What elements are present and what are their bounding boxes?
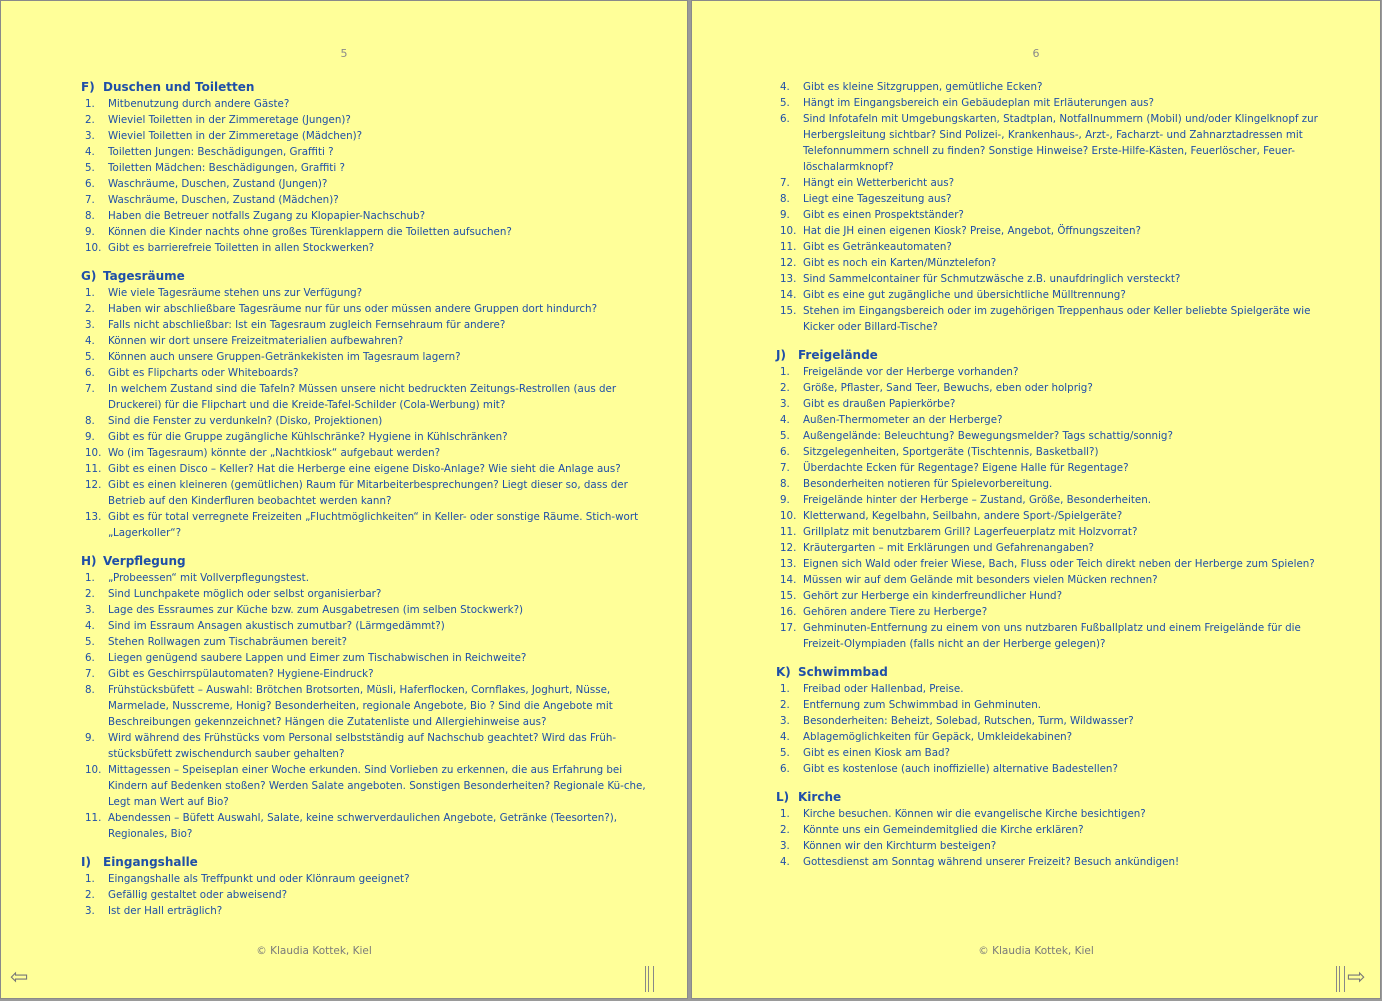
item-text: Gibt es einen Prospektständer? xyxy=(803,209,964,221)
item-text: Außengelände: Beleuchtung? Bewegungsmelder? Tags schattig/sonnig? xyxy=(803,430,1173,442)
item-text: Wieviel Toiletten in der Zimmeretage (Jungen)? xyxy=(108,114,351,126)
page-left xyxy=(0,0,688,999)
item-number: 11. xyxy=(85,812,102,824)
list-item xyxy=(81,285,651,301)
item-text: Kräutergarten – mit Erklärungen und Gefahrenangaben? xyxy=(803,542,1094,554)
item-text: Hängt ein Wetterbericht aus? xyxy=(803,177,955,189)
section xyxy=(776,664,1341,777)
list-item xyxy=(81,762,651,810)
section-title xyxy=(776,664,1341,680)
item-text: Gibt es barrierefreie Toiletten in allen Stockwerken? xyxy=(108,242,375,254)
page-content xyxy=(776,79,1341,882)
page-footer: © Klaudia Kottek, Kiel xyxy=(256,945,372,957)
item-number: 1. xyxy=(85,572,95,584)
item-text: Ablagemöglichkeiten für Gepäck, Umkleidekabinen? xyxy=(803,731,1073,743)
item-text: Gibt es Flipcharts oder Whiteboards? xyxy=(108,367,299,379)
list-item xyxy=(81,301,651,317)
list-item xyxy=(81,208,651,224)
list-item xyxy=(81,903,651,919)
list-item xyxy=(81,349,651,365)
page-footer: © Klaudia Kottek, Kiel xyxy=(978,945,1094,957)
item-number: 10. xyxy=(780,510,797,522)
list-item xyxy=(776,79,1341,95)
item-number: 6. xyxy=(85,178,95,190)
item-number: 4. xyxy=(85,620,95,632)
item-number: 9. xyxy=(780,494,790,506)
list-item xyxy=(776,745,1341,761)
item-number: 11. xyxy=(85,463,102,475)
item-number: 2. xyxy=(85,889,95,901)
item-text: Liegt eine Tageszeitung aus? xyxy=(803,193,952,205)
item-text: Eignen sich Wald oder freier Wiese, Bach, Fluss oder Teich direkt neben der Herberge zum Spielen? xyxy=(803,558,1315,570)
previous-page-icon[interactable]: ⇦ xyxy=(10,965,29,990)
section-title xyxy=(81,553,651,569)
item-number: 7. xyxy=(85,383,95,395)
item-text: Toiletten Mädchen: Beschädigungen, Graffiti ? xyxy=(108,162,345,174)
question-list xyxy=(776,806,1341,870)
item-number: 5. xyxy=(85,636,95,648)
item-text: Falls nicht abschließbar: Ist ein Tagesraum zugleich Fernsehraum für andere? xyxy=(108,319,506,331)
item-text: Gibt es einen Disco – Keller? Hat die Herberge eine eigene Disko-Anlage? Wie sieht die Anlage aus? xyxy=(108,463,621,475)
item-text: Gibt es Getränkeautomaten? xyxy=(803,241,952,253)
list-item xyxy=(776,95,1341,111)
list-item xyxy=(776,540,1341,556)
list-item xyxy=(776,806,1341,822)
item-text: Haben die Betreuer notfalls Zugang zu Klopapier-Nachschub? xyxy=(108,210,426,222)
item-text: Stehen im Eingangsbereich oder im zugehörigen Treppenhaus oder Keller beliebte Spielgeräte wie Kicker oder Billard-Tische? xyxy=(803,305,1311,333)
list-item xyxy=(776,713,1341,729)
item-number: 10. xyxy=(85,764,102,776)
item-number: 13. xyxy=(85,511,102,523)
item-number: 1. xyxy=(780,683,790,695)
item-text: Können wir den Kirchturm besteigen? xyxy=(803,840,997,852)
item-text: Gottesdienst am Sonntag während unserer Freizeit? Besuch ankündigen! xyxy=(803,856,1180,868)
item-text: Gibt es einen kleineren (gemütlichen) Raum für Mitarbeiterbesprechungen? Liegt dieser so, dass der Betrieb auf den Kinderfluren beobachtet werden kann? xyxy=(108,479,628,507)
item-text: Können wir dort unsere Freizeitmaterialien aufbewahren? xyxy=(108,335,404,347)
item-number: 2. xyxy=(780,824,790,836)
item-number: 3. xyxy=(85,319,95,331)
item-number: 4. xyxy=(780,81,790,93)
section-title-text: Freigelände xyxy=(798,348,878,362)
list-item xyxy=(81,666,651,682)
item-number: 7. xyxy=(85,194,95,206)
list-item xyxy=(81,240,651,256)
item-text: Gibt es Geschirrspülautomaten? Hygiene-Eindruck? xyxy=(108,668,374,680)
item-text: Waschräume, Duschen, Zustand (Jungen)? xyxy=(108,178,328,190)
item-text: Wie viele Tagesräume stehen uns zur Verfügung? xyxy=(108,287,363,299)
item-number: 17. xyxy=(780,622,797,634)
item-text: Sind im Essraum Ansagen akustisch zumutbar? (Lärmgedämmt?) xyxy=(108,620,445,632)
list-item xyxy=(776,556,1341,572)
page-right xyxy=(691,0,1381,999)
item-number: 2. xyxy=(780,382,790,394)
list-item xyxy=(776,476,1341,492)
section-title-text: Eingangshalle xyxy=(103,855,198,869)
list-item xyxy=(776,492,1341,508)
section-letter: I) xyxy=(81,855,91,869)
list-item xyxy=(81,602,651,618)
list-item xyxy=(776,761,1341,777)
item-text: Haben wir abschließbare Tagesräume nur für uns oder müssen andere Gruppen dort hindurch? xyxy=(108,303,598,315)
list-item xyxy=(81,887,651,903)
item-text: Grillplatz mit benutzbarem Grill? Lagerfeuerplatz mit Holzvorrat? xyxy=(803,526,1138,538)
item-number: 16. xyxy=(780,606,797,618)
item-text: Außen-Thermometer an der Herberge? xyxy=(803,414,1003,426)
item-text: Freigelände vor der Herberge vorhanden? xyxy=(803,366,1019,378)
list-item xyxy=(81,871,651,887)
list-item xyxy=(81,634,651,650)
item-text: Gefällig gestaltet oder abweisend? xyxy=(108,889,288,901)
item-number: 7. xyxy=(780,177,790,189)
section xyxy=(776,347,1341,652)
list-item xyxy=(81,160,651,176)
list-item xyxy=(776,380,1341,396)
item-text: Könnte uns ein Gemeindemitglied die Kirche erklären? xyxy=(803,824,1084,836)
item-text: Lage des Essraumes zur Küche bzw. zum Ausgabetresen (im selben Stockwerk?) xyxy=(108,604,524,616)
item-number: 13. xyxy=(780,558,797,570)
list-item xyxy=(776,460,1341,476)
item-number: 7. xyxy=(780,462,790,474)
item-number: 1. xyxy=(85,98,95,110)
section xyxy=(81,79,651,256)
item-text: Größe, Pflaster, Sand Teer, Bewuchs, eben oder holprig? xyxy=(803,382,1093,394)
item-number: 2. xyxy=(85,114,95,126)
list-item xyxy=(776,572,1341,588)
list-item xyxy=(776,428,1341,444)
list-item xyxy=(81,176,651,192)
item-number: 3. xyxy=(780,715,790,727)
page-splitter-right[interactable] xyxy=(1336,966,1345,992)
item-text: Gibt es draußen Papierkörbe? xyxy=(803,398,956,410)
item-number: 5. xyxy=(85,162,95,174)
list-item xyxy=(776,191,1341,207)
item-number: 6. xyxy=(780,113,790,125)
list-item xyxy=(776,396,1341,412)
question-list xyxy=(776,681,1341,777)
item-text: Gibt es kleine Sitzgruppen, gemütliche Ecken? xyxy=(803,81,1043,93)
item-text: Freigelände hinter der Herberge – Zustand, Größe, Besonderheiten. xyxy=(803,494,1152,506)
item-text: Sind Sammelcontainer für Schmutzwäsche z.B. unaufdringlich versteckt? xyxy=(803,273,1181,285)
item-number: 14. xyxy=(780,574,797,586)
list-item xyxy=(81,650,651,666)
list-item xyxy=(81,477,651,509)
item-number: 13. xyxy=(780,273,797,285)
item-text: Entfernung zum Schwimmbad in Gehminuten. xyxy=(803,699,1042,711)
item-number: 4. xyxy=(85,146,95,158)
section-title-text: Verpflegung xyxy=(103,554,186,568)
list-item xyxy=(81,461,651,477)
list-item xyxy=(81,730,651,762)
item-number: 3. xyxy=(780,840,790,852)
item-text: „Probeessen“ mit Vollverpflegungstest. xyxy=(108,572,309,584)
item-number: 9. xyxy=(85,431,95,443)
item-number: 4. xyxy=(780,414,790,426)
list-item xyxy=(776,255,1341,271)
item-text: Hängt im Eingangsbereich ein Gebäudeplan mit Erläuterungen aus? xyxy=(803,97,1154,109)
item-text: Waschräume, Duschen, Zustand (Mädchen)? xyxy=(108,194,339,206)
item-number: 1. xyxy=(780,808,790,820)
list-item xyxy=(776,444,1341,460)
item-number: 6. xyxy=(780,446,790,458)
item-number: 3. xyxy=(780,398,790,410)
item-number: 4. xyxy=(780,856,790,868)
section xyxy=(776,79,1341,335)
item-number: 5. xyxy=(85,351,95,363)
list-item xyxy=(81,682,651,730)
section-letter: K) xyxy=(776,665,791,679)
item-number: 6. xyxy=(780,763,790,775)
section-title xyxy=(81,854,651,870)
list-item xyxy=(776,822,1341,838)
item-text: Gibt es eine gut zugängliche und übersichtliche Mülltrennung? xyxy=(803,289,1126,301)
question-list xyxy=(776,79,1341,335)
item-text: Besonderheiten: Beheizt, Solebad, Rutschen, Turm, Wildwasser? xyxy=(803,715,1134,727)
page-splitter-left[interactable] xyxy=(645,966,654,992)
item-number: 11. xyxy=(780,526,797,538)
list-item xyxy=(776,287,1341,303)
item-number: 1. xyxy=(85,873,95,885)
item-text: Gibt es noch ein Karten/Münztelefon? xyxy=(803,257,997,269)
item-text: Wird während des Frühstücks vom Personal selbstständig auf Nachschub geachtet? Wird das Früh-stücksbüfett zwischendurch sauber gehalten? xyxy=(108,732,617,760)
section-title xyxy=(81,268,651,284)
list-item xyxy=(81,570,651,586)
item-number: 6. xyxy=(85,367,95,379)
section-title xyxy=(81,79,651,95)
item-number: 5. xyxy=(780,97,790,109)
section xyxy=(81,268,651,541)
item-text: Können die Kinder nachts ohne großes Türenklappern die Toiletten aufsuchen? xyxy=(108,226,512,238)
section xyxy=(776,789,1341,870)
list-item xyxy=(81,618,651,634)
list-item xyxy=(776,588,1341,604)
item-text: Kirche besuchen. Können wir die evangelische Kirche besichtigen? xyxy=(803,808,1146,820)
item-number: 12. xyxy=(780,257,797,269)
item-text: Eingangshalle als Treffpunkt und oder Klönraum geeignet? xyxy=(108,873,410,885)
item-text: Sind Infotafeln mit Umgebungskarten, Stadtplan, Notfallnummern (Mobil) und/oder Klingelknopf zur Herbergsleitung sichtbar? Sind Polizei-, Krankenhaus-, Arzt-, Facharzt- und Zahnarztadressen mit Telefonnummern schnell zu finden? Sonstige Hinweise? Erste-Hilfe-Kästen, Feuerlöscher, Feuer-löschalarmknopf? xyxy=(803,113,1318,173)
item-text: Mitbenutzung durch andere Gäste? xyxy=(108,98,290,110)
item-number: 14. xyxy=(780,289,797,301)
list-item xyxy=(776,412,1341,428)
section-letter: L) xyxy=(776,790,790,804)
list-item xyxy=(81,445,651,461)
section xyxy=(81,854,651,919)
question-list xyxy=(81,96,651,256)
list-item xyxy=(776,364,1341,380)
question-list xyxy=(81,871,651,919)
question-list xyxy=(776,364,1341,652)
item-text: Wo (im Tagesraum) könnte der „Nachtkiosk“ aufgebaut werden? xyxy=(108,447,441,459)
item-text: Kletterwand, Kegelbahn, Seilbahn, andere Sport-/Spielgeräte? xyxy=(803,510,1123,522)
item-text: Gehört zur Herberge ein kinderfreundlicher Hund? xyxy=(803,590,1063,602)
list-item xyxy=(81,333,651,349)
list-item xyxy=(81,128,651,144)
item-number: 5. xyxy=(780,747,790,759)
item-number: 4. xyxy=(85,335,95,347)
item-number: 8. xyxy=(780,478,790,490)
section-letter: H) xyxy=(81,554,97,568)
item-text: Gehören andere Tiere zu Herberge? xyxy=(803,606,988,618)
list-item xyxy=(776,111,1341,175)
item-text: Gibt es kostenlose (auch inoffizielle) alternative Badestellen? xyxy=(803,763,1118,775)
section-title-text: Tagesräume xyxy=(103,269,185,283)
item-text: Abendessen – Büfett Auswahl, Salate, keine schwerverdaulichen Angebote, Getränke (Teesorten?), Regionales, Bio? xyxy=(108,812,617,840)
item-number: 12. xyxy=(85,479,102,491)
list-item xyxy=(776,729,1341,745)
item-text: Toiletten Jungen: Beschädigungen, Graffiti ? xyxy=(108,146,334,158)
list-item xyxy=(776,223,1341,239)
page-number: 6 xyxy=(1032,47,1040,60)
list-item xyxy=(81,112,651,128)
item-text: In welchem Zustand sind die Tafeln? Müssen unsere nicht bedruckten Zeitungs-Restrollen (aus der Druckerei) für die Flipchart und die Kreide-Tafel-Schilder (Cola-Werbung) mit? xyxy=(108,383,617,411)
list-item xyxy=(776,681,1341,697)
list-item xyxy=(81,586,651,602)
item-number: 5. xyxy=(780,430,790,442)
list-item xyxy=(776,604,1341,620)
item-text: Gibt es für total verregnete Freizeiten „Fluchtmöglichkeiten“ in Keller- oder sonstige Räume. Stich-wort „Lagerkoller“? xyxy=(108,511,639,539)
list-item xyxy=(776,207,1341,223)
item-text: Müssen wir auf dem Gelände mit besonders vielen Mücken rechnen? xyxy=(803,574,1158,586)
item-text: Stehen Rollwagen zum Tischabräumen bereit? xyxy=(108,636,347,648)
item-number: 2. xyxy=(85,588,95,600)
item-text: Besonderheiten notieren für Spielevorbereitung. xyxy=(803,478,1053,490)
list-item xyxy=(81,413,651,429)
question-list xyxy=(81,570,651,842)
item-number: 9. xyxy=(780,209,790,221)
list-item xyxy=(81,810,651,842)
item-text: Liegen genügend saubere Lappen und Eimer zum Tischabwischen in Reichweite? xyxy=(108,652,527,664)
item-text: Ist der Hall erträglich? xyxy=(108,905,223,917)
item-number: 7. xyxy=(85,668,95,680)
item-text: Frühstücksbüfett – Auswahl: Brötchen Brotsorten, Müsli, Haferflocken, Cornflakes, Joghurt, Nüsse, Marmelade, Nusscreme, Honig? Besonderheiten, regionale Angebote, Bio ? Sind die Angebote mit Beschreibungen gekennzeichnet? Hängen die Zutatenliste und Allergiehinweise aus? xyxy=(108,684,613,728)
item-number: 8. xyxy=(85,415,95,427)
item-number: 4. xyxy=(780,731,790,743)
item-number: 8. xyxy=(85,684,95,696)
list-item xyxy=(776,303,1341,335)
section-letter: J) xyxy=(776,348,786,362)
item-number: 8. xyxy=(85,210,95,222)
list-item xyxy=(81,317,651,333)
item-number: 3. xyxy=(85,604,95,616)
item-number: 2. xyxy=(85,303,95,315)
item-number: 3. xyxy=(85,905,95,917)
item-text: Überdachte Ecken für Regentage? Eigene Halle für Regentage? xyxy=(803,462,1129,474)
section-title-text: Kirche xyxy=(798,790,842,804)
list-item xyxy=(776,838,1341,854)
section xyxy=(81,553,651,842)
item-number: 15. xyxy=(780,305,797,317)
list-item xyxy=(776,697,1341,713)
list-item xyxy=(81,192,651,208)
item-number: 12. xyxy=(780,542,797,554)
list-item xyxy=(81,365,651,381)
item-number: 3. xyxy=(85,130,95,142)
item-number: 1. xyxy=(85,287,95,299)
list-item xyxy=(81,224,651,240)
item-number: 2. xyxy=(780,699,790,711)
list-item xyxy=(776,271,1341,287)
section-letter: G) xyxy=(81,269,97,283)
item-text: Können auch unsere Gruppen-Getränkekisten im Tagesraum lagern? xyxy=(108,351,461,363)
list-item xyxy=(776,524,1341,540)
list-item xyxy=(776,508,1341,524)
item-number: 11. xyxy=(780,241,797,253)
list-item xyxy=(776,175,1341,191)
item-number: 9. xyxy=(85,226,95,238)
section-letter: F) xyxy=(81,80,95,94)
item-text: Sitzgelegenheiten, Sportgeräte (Tischtennis, Basketball?) xyxy=(803,446,1099,458)
list-item xyxy=(81,429,651,445)
list-item xyxy=(776,854,1341,870)
item-text: Mittagessen – Speiseplan einer Woche erkunden. Sind Vorlieben zu erkennen, die aus Erfahrung bei Kindern auf Bedenken stoßen? Werden Salate angeboten. Sonstigen Besonderheiten? Regionale Kü-che, Legt man Wert auf Bio? xyxy=(108,764,646,808)
item-number: 9. xyxy=(85,732,95,744)
next-page-icon[interactable]: ⇨ xyxy=(1347,965,1366,990)
item-text: Freibad oder Hallenbad, Preise. xyxy=(803,683,964,695)
item-text: Gehminuten-Entfernung zu einem von uns nutzbaren Fußballplatz und einem Freigelände für die Freizeit-Olympiaden (falls nicht an der Herberge gelegen)? xyxy=(803,622,1301,650)
item-text: Gibt es einen Kiosk am Bad? xyxy=(803,747,951,759)
list-item xyxy=(81,144,651,160)
item-number: 10. xyxy=(780,225,797,237)
list-item xyxy=(776,620,1341,652)
section-title xyxy=(776,789,1341,805)
page-number: 5 xyxy=(340,47,348,60)
list-item xyxy=(81,96,651,112)
item-number: 6. xyxy=(85,652,95,664)
list-item xyxy=(776,239,1341,255)
item-number: 10. xyxy=(85,242,102,254)
item-number: 8. xyxy=(780,193,790,205)
item-text: Gibt es für die Gruppe zugängliche Kühlschränke? Hygiene in Kühlschränken? xyxy=(108,431,508,443)
item-text: Hat die JH einen eigenen Kiosk? Preise, Angebot, Öffnungszeiten? xyxy=(803,225,1141,237)
item-number: 10. xyxy=(85,447,102,459)
section-title xyxy=(776,347,1341,363)
question-list xyxy=(81,285,651,541)
list-item xyxy=(81,381,651,413)
list-item xyxy=(81,509,651,541)
item-text: Sind die Fenster zu verdunkeln? (Disko, Projektionen) xyxy=(108,415,383,427)
item-text: Sind Lunchpakete möglich oder selbst organisierbar? xyxy=(108,588,382,600)
section-title-text: Schwimmbad xyxy=(798,665,888,679)
item-number: 15. xyxy=(780,590,797,602)
item-number: 1. xyxy=(780,366,790,378)
page-content xyxy=(81,79,651,931)
item-text: Wieviel Toiletten in der Zimmeretage (Mädchen)? xyxy=(108,130,363,142)
section-title-text: Duschen und Toiletten xyxy=(103,80,255,94)
